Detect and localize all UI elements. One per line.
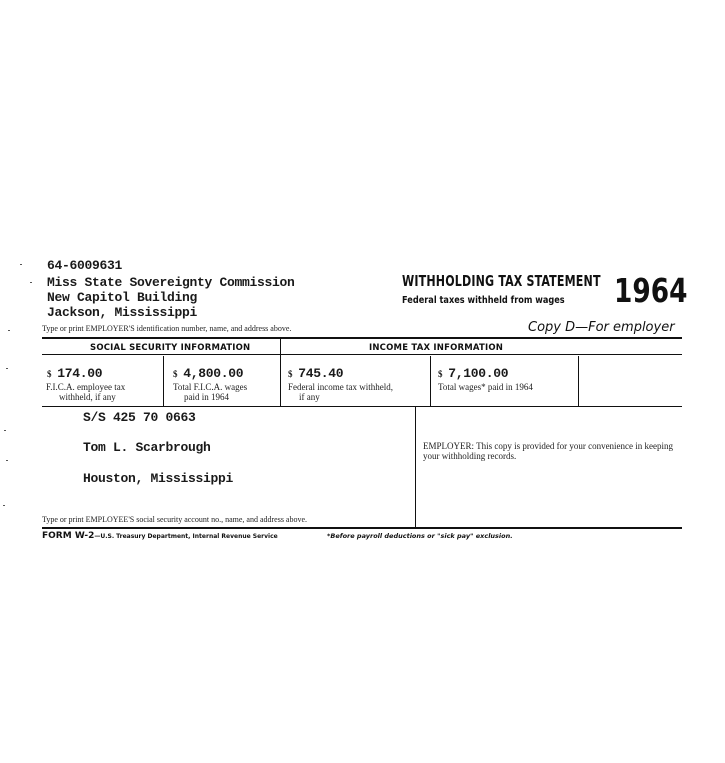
currency-symbol: $	[173, 369, 178, 379]
employer-address-line1: New Capitol Building	[47, 290, 198, 305]
fica-tax-value: 174.00	[57, 366, 103, 381]
fica-wages-caption	[173, 382, 247, 402]
employer-name: Miss State Sovereignty Commission	[47, 275, 295, 290]
form-year: 1964	[614, 271, 688, 310]
divider-it-1	[430, 356, 431, 406]
employer-address-line2: Jackson, Mississippi	[47, 305, 198, 320]
caption-line: Total wages* paid in 1964	[438, 382, 533, 392]
employer-instruction: Type or print EMPLOYER'S identification number, name, and address above.	[42, 324, 292, 333]
total-wages-value: 7,100.00	[448, 366, 509, 381]
fica-tax-caption	[46, 382, 125, 402]
currency-symbol: $	[47, 369, 52, 379]
form-subtitle: Federal taxes withheld from wages	[402, 295, 565, 306]
section-social-security: SOCIAL SECURITY INFORMATION	[90, 343, 251, 353]
divider-it-2	[578, 356, 579, 406]
section-header-rule	[42, 354, 682, 355]
amounts-bottom-rule	[42, 406, 682, 407]
currency-symbol: $	[288, 369, 293, 379]
scan-mark	[3, 505, 5, 506]
form-number: FORM W-2	[42, 531, 95, 541]
caption-line: paid in 1964	[184, 392, 229, 402]
divider-ss-1	[163, 356, 164, 406]
employer-id-number: 64-6009631	[47, 258, 123, 273]
divider-employer-note	[415, 406, 416, 527]
form-title: WITHHOLDING TAX STATEMENT	[402, 272, 601, 290]
scan-mark	[8, 330, 10, 331]
fica-tax-amount	[47, 366, 102, 381]
fica-wages-amount	[173, 366, 243, 381]
wages-footnote: *Before payroll deductions or "sick pay" exclusion.	[327, 532, 513, 540]
caption-line: if any	[299, 392, 320, 402]
scan-mark	[4, 430, 6, 431]
scan-mark	[30, 282, 32, 283]
caption-line: Total F.I.C.A. wages	[173, 382, 248, 392]
scan-mark	[6, 460, 8, 461]
caption-line: withheld, if any	[59, 392, 116, 402]
fica-wages-value: 4,800.00	[183, 366, 244, 381]
caption-line: Federal income tax withheld,	[288, 382, 393, 392]
income-tax-withheld-value: 745.40	[298, 366, 344, 381]
income-tax-withheld-caption	[288, 382, 393, 402]
employee-instruction: Type or print EMPLOYEE'S social security account no., name, and address above.	[42, 515, 308, 524]
form-identifier	[42, 531, 278, 541]
currency-symbol: $	[438, 369, 443, 379]
income-tax-withheld-amount	[288, 366, 343, 381]
employee-address: Houston, Mississippi	[83, 471, 234, 486]
employee-name: Tom L. Scarbrough	[83, 440, 211, 455]
copy-label: Copy D—For employer	[528, 320, 675, 335]
scan-mark	[20, 264, 22, 265]
divider-ss-it	[280, 338, 281, 406]
scan-mark	[6, 368, 8, 369]
top-rule	[42, 337, 682, 339]
total-wages-amount	[438, 366, 508, 381]
total-wages-caption	[438, 382, 533, 392]
employer-note: EMPLOYER: This copy is provided for your convenience in keeping your withholding records.	[423, 441, 674, 461]
bottom-rule	[42, 527, 682, 529]
form-agency: —U.S. Treasury Department, Internal Revenue Service	[94, 533, 278, 540]
section-income-tax: INCOME TAX INFORMATION	[369, 343, 504, 353]
caption-line: F.I.C.A. employee tax	[46, 382, 126, 392]
employee-ssn: S/S 425 70 0663	[83, 410, 196, 425]
